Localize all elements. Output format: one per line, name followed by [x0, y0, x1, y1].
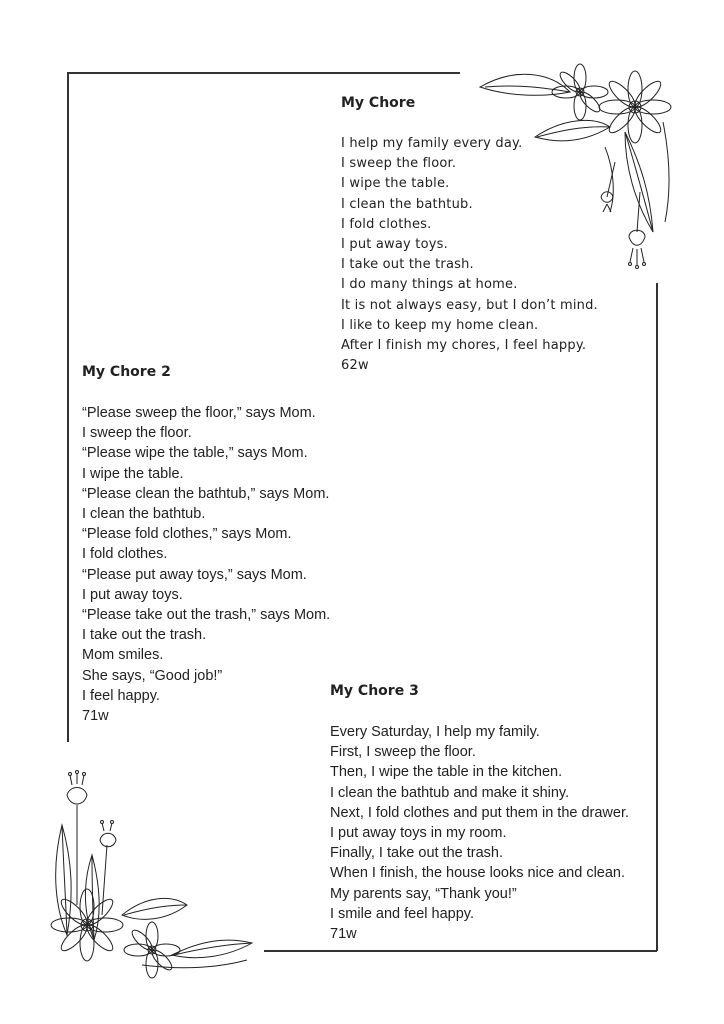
story-line: My parents say, “Thank you!” [330, 885, 517, 902]
frame-left-line [67, 72, 69, 742]
story-line: I put away toys. [341, 237, 448, 253]
story-line: “Please sweep the floor,” says Mom. [82, 405, 316, 421]
story-title: My Chore [341, 95, 416, 111]
word-count: 71w [330, 926, 357, 943]
story-line: I like to keep my home clean. [341, 317, 539, 333]
word-count: 62w [341, 358, 369, 374]
story-line: I smile and feel happy. [330, 905, 475, 922]
story-line: I take out the trash. [82, 627, 207, 644]
frame-top-line [67, 72, 460, 74]
story-line: I wipe the table. [82, 465, 184, 482]
story-line: Every Saturday, I help my family. [330, 724, 540, 740]
story-line: I clean the bathtub. [82, 506, 206, 523]
story-line: First, I sweep the floor. [330, 744, 476, 761]
story-line: When I finish, the house looks nice and clean. [330, 865, 626, 882]
story-line: I fold clothes. [82, 546, 168, 563]
story-line: “Please take out the trash,” says Mom. [82, 607, 331, 624]
floral-corner-icon [475, 62, 675, 282]
frame-right-line [656, 283, 658, 951]
story-my-chore-3 [330, 681, 629, 944]
story-line: “Please put away toys,” says Mom. [82, 566, 307, 583]
word-count: 71w [82, 708, 109, 725]
story-line: Then, I wipe the table in the kitchen. [330, 764, 563, 781]
story-line: I sweep the floor. [341, 156, 457, 172]
floral-corner-icon [42, 765, 262, 985]
story-line: I clean the bathtub. [341, 196, 473, 212]
story-line: I feel happy. [82, 687, 160, 704]
story-line: I sweep the floor. [82, 425, 192, 442]
story-line: I put away toys in my room. [330, 825, 507, 842]
story-line: I wipe the table. [341, 176, 450, 192]
story-line: “Please clean the bathtub,” says Mom. [82, 485, 330, 502]
story-line: It is not always easy, but I don’t mind. [341, 297, 598, 313]
story-line: I clean the bathtub and make it shiny. [330, 784, 570, 801]
story-line: Mom smiles. [82, 647, 164, 664]
story-my-chore-2 [82, 362, 330, 726]
story-line: Next, I fold clothes and put them in the drawer. [330, 804, 630, 821]
story-line: Finally, I take out the trash. [330, 845, 504, 862]
story-line: I put away toys. [82, 586, 183, 603]
story-line: “Please wipe the table,” says Mom. [82, 445, 308, 462]
story-line: I do many things at home. [341, 277, 518, 293]
story-line: I help my family every day. [341, 136, 523, 151]
story-line: “Please fold clothes,” says Mom. [82, 526, 292, 543]
story-line: I take out the trash. [341, 257, 474, 273]
story-line: After I finish my chores, I feel happy. [341, 338, 587, 354]
story-line: She says, “Good job!” [82, 667, 223, 684]
story-title: My Chore 2 [82, 364, 171, 380]
story-title: My Chore 3 [330, 683, 419, 699]
frame-bottom-line [264, 950, 657, 952]
story-line: I fold clothes. [341, 216, 432, 232]
